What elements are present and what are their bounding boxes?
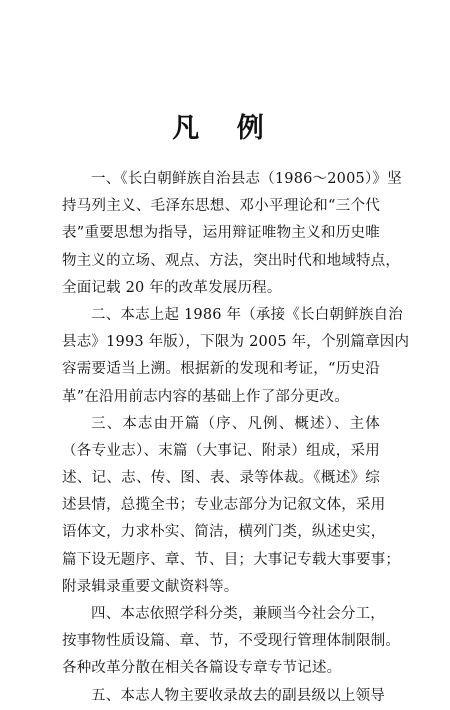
paragraph-4-line-1: 四、本志依照学科分类，兼顾当今社会分工， <box>91 606 385 622</box>
paragraph-5-line-1: 五、本志人物主要收录故去的副县级以上领导 <box>91 687 385 704</box>
paragraph-3-line-4: 述县情，总揽全书；专业志部分为记叙文体，采用 <box>62 497 386 514</box>
paragraph-2-line-4: 革”在沿用前志内容的基础上作了部分更改。 <box>62 388 349 405</box>
body-text <box>62 166 410 710</box>
paragraph-3-line-1: 三、本志由开篇（序、凡例、概述）、主体 <box>91 415 380 432</box>
paragraph-3-line-6: 篇下设无题序、章、节、目；大事记专载大事要事； <box>62 551 401 568</box>
paragraph-1-line-4: 物主义的立场、观点、方法，突出时代和地域特点， <box>62 252 401 269</box>
paragraph-2-line-3: 容需要适当上溯。根据新的发现和考证，“历史沿 <box>62 361 380 378</box>
paragraph-3-line-2: （各专业志）、末篇（大事记、附录）组成，采用 <box>62 442 380 459</box>
paragraph-1-line-1: 一、《长白朝鲜族自治县志（1986～2005）》坚 <box>91 171 402 187</box>
page-title: 凡 例 <box>172 113 278 144</box>
paragraph-3-line-5: 语体文，力求朴实、简洁，横列门类，纵述史实， <box>62 524 386 541</box>
paragraph-4-line-2: 按事物性质设篇、章、节，不受现行管理体制限制。 <box>62 633 401 650</box>
paragraph-2-line-1: 二、本志上起 1986 年（承接《长白朝鲜族自治 <box>91 306 403 323</box>
paragraph-4-line-3: 各种改革分散在相关各篇设专章专节记述。 <box>62 660 342 677</box>
paragraph-1-line-5: 全面记载 20 年的改革发展历程。 <box>62 279 282 296</box>
paragraph-2-line-2: 县志》1993 年版），下限为 2005 年，个别篇章因内 <box>62 334 410 351</box>
paragraph-1-line-3: 表”重要思想为指导，运用辩证唯物主义和历史唯 <box>62 225 380 242</box>
paragraph-1-line-2: 持马列主义、毛泽东思想、邓小平理论和“三个代 <box>62 198 380 215</box>
paragraph-3-line-3: 述、记、志、传、图、表、录等体裁。《概述》综 <box>62 470 380 487</box>
paragraph-3-line-7: 附录辑录重要文献资料等。 <box>62 578 239 595</box>
